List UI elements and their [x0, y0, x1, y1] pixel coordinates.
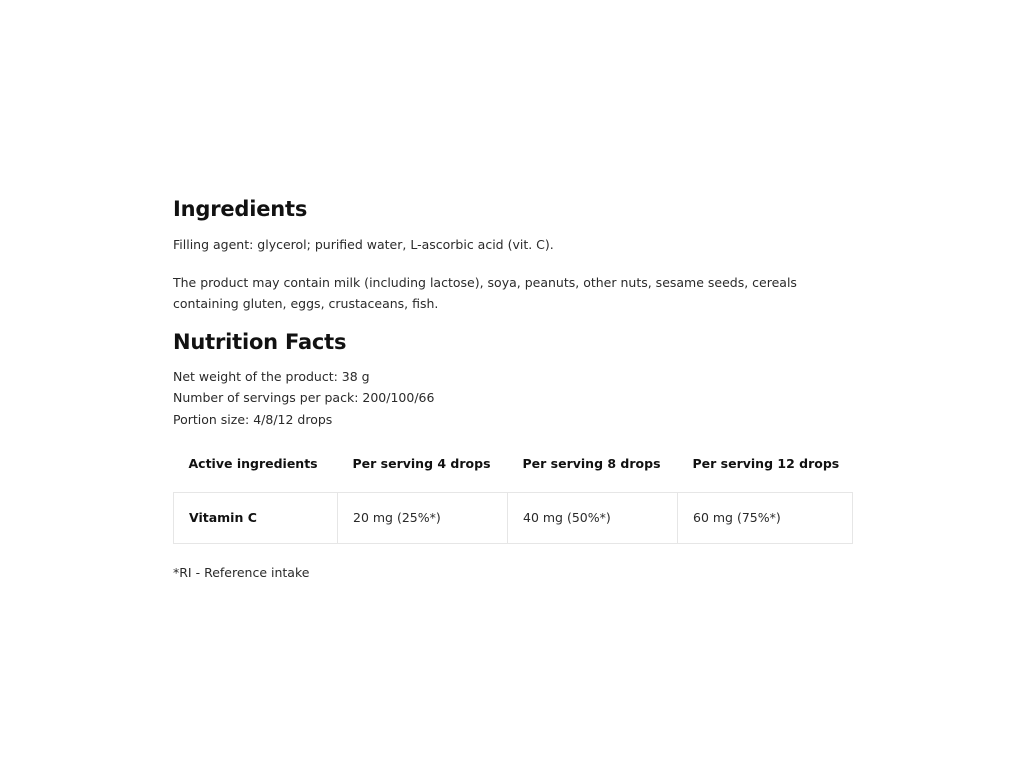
reference-intake-footnote: *RI - Reference intake — [173, 564, 310, 580]
table-spacer — [174, 484, 853, 493]
value-4-drops-cell: 20 mg (25%*) — [338, 492, 508, 543]
nutrition-table — [173, 444, 853, 544]
value-8-drops-cell: 40 mg (50%*) — [508, 492, 678, 543]
table-row — [174, 492, 853, 543]
column-header-8-drops: Per serving 8 drops — [522, 456, 661, 472]
value-12-drops-cell: 60 mg (75%*) — [678, 492, 853, 543]
nutrition-facts-heading: Nutrition Facts — [173, 330, 347, 354]
filling-agent-text: Filling agent: glycerol; purified water, L-ascorbic acid (vit. C). — [173, 237, 554, 252]
net-weight-text: Net weight of the product: 38 g — [173, 369, 370, 384]
portion-size-text: Portion size: 4/8/12 drops — [173, 411, 333, 427]
column-header-12-drops: Per serving 12 drops — [692, 456, 840, 472]
table-header-row — [174, 444, 853, 484]
column-header-4-drops: Per serving 4 drops — [352, 456, 491, 472]
allergen-warning-text: The product may contain milk (including lactose), soya, peanuts, other nuts, sesame seeds, cereals containing gluten, eggs, crustaceans, fish. — [173, 275, 797, 311]
ingredients-heading: Ingredients — [173, 197, 308, 221]
ingredient-name-cell: Vitamin C — [174, 492, 338, 543]
servings-text: Number of servings per pack: 200/100/66 — [173, 390, 435, 406]
column-header-active-ingredients: Active ingredients — [188, 456, 318, 472]
product-info — [173, 196, 852, 595]
nutrition-summary — [173, 366, 852, 430]
